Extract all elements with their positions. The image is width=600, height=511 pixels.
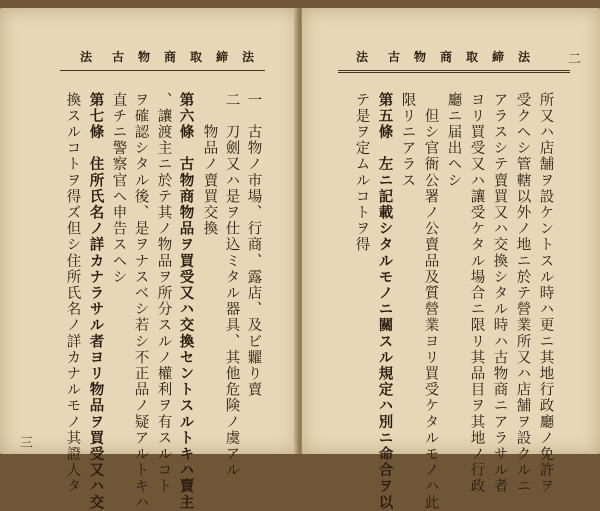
right-column-9: テ是ヲ定ムルコトヲ得 bbox=[353, 92, 370, 253]
left-page-number: 三 bbox=[20, 436, 34, 451]
left-column-8-article-7: 第七條 住所氏名ノ詳カナラサル者ヨリ物品ヲ買受又ハ交 bbox=[87, 92, 105, 511]
left-column-4-article-6: 第六條 古物商物品ヲ買受又ハ交換セントスルトキハ賣主 bbox=[177, 92, 195, 511]
left-running-head-law: 法 bbox=[80, 50, 95, 64]
left-column-6: ヲ確認シタル後、是ヲナスベシ若シ不正品ノ疑アルトキハ bbox=[132, 92, 149, 511]
right-column-6: 但シ官衙公署ノ公賣品及質營業ヨリ買受ケタルモノハ此 bbox=[422, 92, 439, 511]
left-column-2: 二 刀劍又ハ是ヲ仕込ミタル器具、其他危険ノ虞アル bbox=[223, 92, 240, 479]
left-page bbox=[0, 8, 298, 511]
right-column-7: 限リニアラス bbox=[399, 92, 416, 189]
left-running-head-title: 古物商取締法 bbox=[112, 50, 269, 64]
right-column-8-article-5: 第五條 左ニ記載シタルモノニ關スル規定ハ別ニ命合ヲ以 bbox=[376, 92, 394, 511]
left-column-7: 直チニ警察官ヘ申告スヘシ bbox=[110, 92, 127, 286]
left-column-5: 、讓渡主ニ於テ其ノ物品ヲ所分スルノ權利ヲ有スルコト bbox=[155, 92, 172, 495]
left-column-1: 一 古物ノ市場、行商、露店、及ビ糶り賣 bbox=[245, 92, 262, 398]
right-page-number: 二 bbox=[568, 52, 582, 67]
left-column-3: 物品ノ賣買交換 bbox=[201, 92, 218, 237]
right-page bbox=[302, 8, 600, 511]
right-column-5: 廳ニ届出ヘシ bbox=[445, 92, 462, 189]
right-running-head-law: 法 bbox=[356, 50, 371, 64]
left-header-rule bbox=[60, 70, 265, 71]
right-column-1: 所又ハ店舗ヲ設ケントスル時ハ更ニ其地行政廳ノ免許ヲ bbox=[537, 92, 554, 495]
right-column-4: ヨリ買受又ハ讓受ケタル場合ニ限リ其品目ヲ其地ノ行政 bbox=[468, 92, 485, 495]
right-column-2: 受クヘシ管轄以外ノ地ニ於テ營業所又ハ店舗ヲ設クルニ bbox=[514, 92, 531, 495]
right-column-3: アラスシテ賣買又ハ交換シタル時ハ古物商ニアラサル者 bbox=[491, 92, 508, 495]
left-column-9: 換スルコトヲ得ズ但シ住所氏名ノ詳カナルモノ其證人タ bbox=[64, 92, 81, 495]
right-header-rule bbox=[338, 70, 570, 73]
right-running-head-title: 古物商取締法 bbox=[388, 50, 545, 64]
